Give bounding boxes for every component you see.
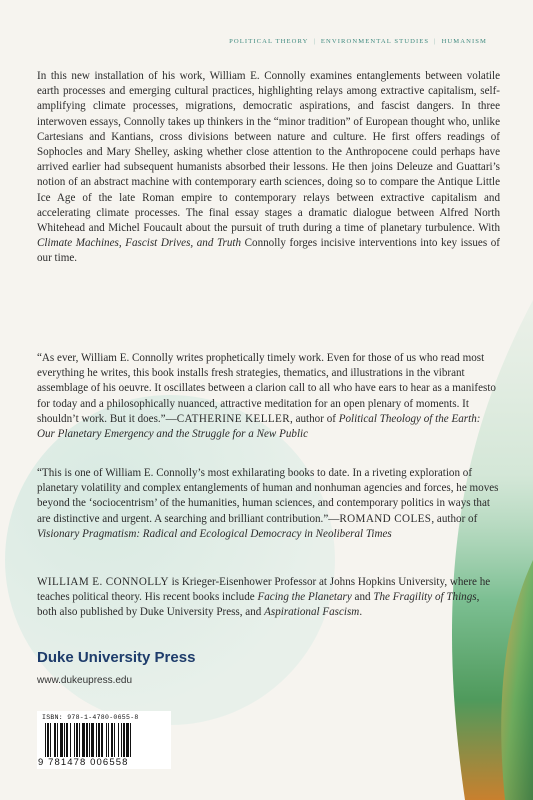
barcode-bar — [50, 723, 51, 757]
bio-text: is Krieger-Eisenhower Professor at Johns Hopkins University, where he teaches political theory. His recent books include — [37, 576, 491, 604]
barcode-bar — [123, 723, 125, 757]
barcode-digits: 9 781478 006558 — [38, 757, 129, 768]
barcode-bar — [70, 723, 71, 757]
endorser-author-of: , author of — [290, 412, 336, 425]
description-end: Connolly forges incisive interventions into key issues of our time. — [37, 237, 500, 265]
barcode-bar — [54, 723, 56, 757]
bio-text: and — [351, 591, 374, 604]
barcode-bar — [96, 723, 97, 757]
subject-separator: | — [313, 38, 316, 45]
barcode-bar — [86, 723, 88, 757]
barcode-bar — [118, 723, 119, 757]
subject-separator: | — [434, 38, 437, 45]
barcode-bar — [74, 723, 75, 757]
publisher-name: Duke University Press — [37, 649, 196, 666]
barcode-bar — [91, 723, 94, 757]
bio-text: , both also published by Duke University Press, and — [37, 591, 480, 619]
bio-book: The Fragility of Things — [373, 591, 477, 604]
subject-environmental-studies: ENVIRONMENTAL STUDIES — [320, 38, 430, 45]
barcode-bars — [45, 723, 167, 757]
endorser-book: Visionary Pragmatism: Radical and Ecological Democracy in Neoliberal Times — [37, 527, 392, 540]
isbn-barcode — [37, 711, 171, 769]
isbn-label: ISBN: 978-1-4780-0655-8 — [42, 714, 139, 721]
barcode-bar — [57, 723, 58, 757]
barcode-bar — [76, 723, 78, 757]
barcode-bar — [108, 723, 109, 757]
publisher-url: www.dukeupress.edu — [37, 675, 133, 686]
barcode-bar — [114, 723, 115, 757]
endorser-book: Political Theology of the Earth: Our Planetary Emergency and the Struggle for a New Public — [37, 412, 481, 441]
endorser-name: ROMAND COLES — [339, 512, 432, 525]
bio-book: Aspirational Fascism — [264, 606, 360, 619]
barcode-bar — [121, 723, 122, 757]
barcode-bar — [64, 723, 65, 757]
bio-text: . — [359, 606, 363, 619]
barcode-bar — [130, 723, 131, 757]
subject-categories — [229, 38, 487, 45]
barcode-bar — [89, 723, 90, 757]
description-main: In this new installation of his work, William E. Connolly examines entanglements between volatile earth processes and emerging cultural practices, highlighting relays among extractive capitalism, self-amplifying climate processes, migrations, democratic aspirations, and fascist dangers. In three interwoven essays, Connolly takes up thinkers in the “minor tradition” of European thought who, unlike Cartesians and Kantians, cross divisions between nature and culture. He first offers readings of Sophocles and Mary Shelley, asking whether close attention to the Anthropocene could perhaps have arrived earlier had subsequent humanists absorbed their lessons. He then joins Deleuze and Guattari’s notion of an abstract machine with contemporary earth sciences, doing so to compare the Antique Little Ice Age of the late Roman empire to contemporary relays between extractive capitalism and accelerating climate processes. The final essay stages a dramatic dialogue between Alfred North Whitehead and Michel Foucault about the pursuit of truth during a time of planetary turbulence. With — [37, 70, 500, 235]
barcode-bar — [45, 723, 46, 757]
barcode-bar — [101, 723, 103, 757]
author-name: WILLIAM E. CONNOLLY — [37, 576, 169, 588]
barcode-bar — [66, 723, 68, 757]
barcode-bar — [106, 723, 107, 757]
author-bio — [37, 575, 500, 621]
endorsement-keller — [37, 351, 500, 442]
barcode-bar — [82, 723, 85, 757]
endorsement-quote: “This is one of William E. Connolly’s most exhilarating books to date. In a riveting exploration of planetary volatility and complex entanglements of human and nonhuman agencies and forces, he moves beyond the ‘sociocentrism’ of the humanities, human sciences, and contemporary politics in ways that are distinctive and urgent. A searching and brilliant contribution.”— — [37, 467, 499, 525]
barcode-bar — [111, 723, 113, 757]
barcode-bar — [126, 723, 129, 757]
endorser-name: CATHERINE KELLER — [176, 412, 291, 425]
endorser-author-of: , author of — [431, 512, 478, 525]
subject-humanism: HUMANISM — [441, 38, 487, 45]
barcode-bar — [47, 723, 49, 757]
book-title: Climate Machines, Fascist Drives, and Truth — [37, 237, 242, 250]
endorsement-coles — [37, 466, 500, 542]
endorsement-quote: “As ever, William E. Connolly writes prophetically timely work. Even for those of us who read most everything he writes, this book installs fresh strategies, thematics, and illustrations in the vibrant assemblage of his oeuvre. It oscillates between a clarion call to all who have ears to hear as a manifesto for today and a philosophically nuanced, attractive meditation for an open plenary of moments. It shouldn’t work. But it does.”— — [37, 352, 496, 425]
subject-political-theory: POLITICAL THEORY — [229, 38, 309, 45]
bio-book: Facing the Planetary — [257, 591, 352, 604]
barcode-bar — [79, 723, 80, 757]
book-description — [37, 69, 500, 267]
barcode-bar — [98, 723, 100, 757]
barcode-bar — [60, 723, 63, 757]
